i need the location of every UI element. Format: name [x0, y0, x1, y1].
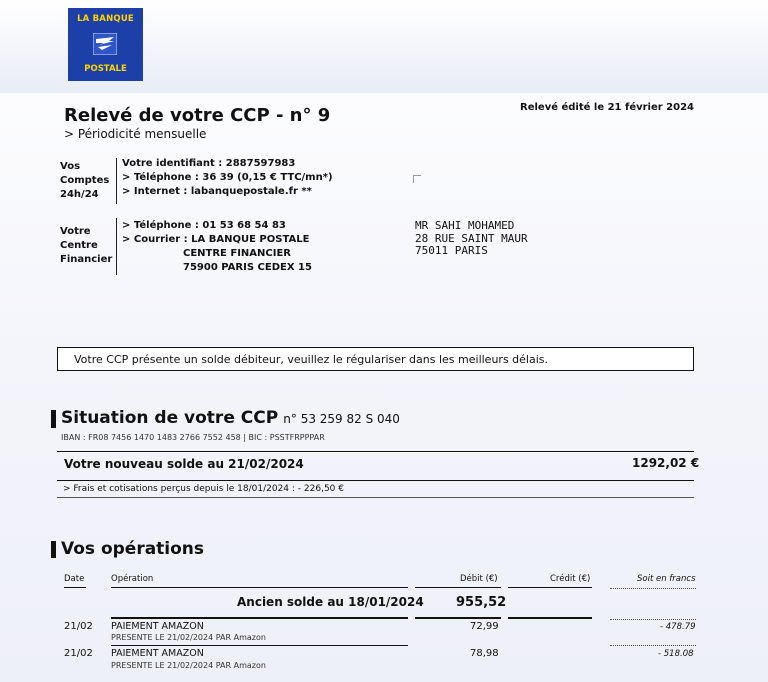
- col-date: Date: [64, 574, 85, 584]
- identifier: Votre identifiant : 2887597983: [122, 158, 296, 169]
- col-francs: Soit en francs: [637, 574, 696, 584]
- fees-line: > Frais et cotisations perçus depuis le 18/01/2024 : - 226,50 €: [63, 484, 344, 494]
- recipient-address: MR SAHI MOHAMED 28 RUE SAINT MAUR 75011 PARIS: [415, 219, 528, 257]
- situation-heading: [61, 408, 400, 428]
- divider: [116, 158, 117, 204]
- row-debit: 72,99: [470, 621, 499, 632]
- row-date: 21/02: [64, 621, 93, 632]
- rule: [508, 617, 592, 619]
- comptes-info: [122, 157, 333, 199]
- old-balance-label: Ancien solde au 18/01/2024: [237, 595, 424, 609]
- rule: [415, 617, 501, 619]
- internet-line: > Internet : labanquepostale.fr **: [122, 186, 312, 197]
- page-title: Relevé de votre CCP - n° 9: [64, 105, 331, 126]
- row-date: 21/02: [64, 648, 93, 659]
- account-number: n° 53 259 82 S 040: [283, 412, 400, 426]
- rule: [111, 645, 408, 646]
- row-label: PAIEMENT AMAZON: [111, 648, 204, 659]
- centre-phone: > Téléphone : 01 53 68 54 83: [122, 220, 286, 231]
- periodicity: > Périodicité mensuelle: [64, 127, 207, 141]
- centre-mail-line2: CENTRE FINANCIER: [183, 248, 291, 259]
- dotted-rule: [610, 619, 696, 620]
- rule: [57, 480, 694, 481]
- rule: [57, 451, 694, 452]
- new-balance-value: 1292,02 €: [632, 456, 700, 470]
- rule: [57, 497, 694, 498]
- dotted-rule: [610, 645, 696, 646]
- rule: [111, 587, 408, 588]
- centre-label: Votre Centre Financier: [60, 226, 113, 265]
- old-balance-value: 955,52: [456, 595, 507, 610]
- operations-title: Vos opérations: [61, 539, 205, 559]
- rule: [111, 617, 408, 619]
- section-marker: [51, 541, 56, 558]
- debit-notice: Votre CCP présente un solde débiteur, veuillez le régulariser dans les meilleurs délais.: [57, 347, 694, 371]
- iban: IBAN : FR08 7456 1470 1483 2766 7552 458 | BIC : PSSTFRPPPAR: [61, 433, 325, 442]
- bird-icon: [93, 33, 117, 55]
- bank-logo: [68, 8, 143, 81]
- centre-info: [122, 219, 312, 275]
- situation-title: Situation de votre CCP: [61, 408, 279, 428]
- comptes-label: Vos Comptes 24h/24: [60, 161, 110, 200]
- phone-line: > Téléphone : 36 39 (0,15 € TTC/mn*): [122, 172, 333, 183]
- col-credit: Crédit (€): [550, 574, 591, 584]
- row-label: PAIEMENT AMAZON: [111, 621, 204, 632]
- section-marker: [51, 410, 56, 428]
- row-francs: - 478.79: [660, 622, 696, 632]
- row-debit: 78,98: [470, 648, 499, 659]
- centre-mail-line3: 75900 PARIS CEDEX 15: [183, 262, 312, 273]
- logo-text-bottom: POSTALE: [84, 64, 127, 74]
- rule: [64, 587, 86, 588]
- row-detail: PRESENTE LE 21/02/2024 PAR Amazon: [111, 661, 266, 670]
- col-operation: Opération: [111, 574, 154, 584]
- rule: [508, 587, 592, 588]
- rule: [415, 587, 501, 588]
- col-debit: Débit (€): [460, 574, 498, 584]
- logo-text-top: LA BANQUE: [77, 14, 134, 24]
- divider: [116, 218, 117, 275]
- new-balance-label: Votre nouveau solde au 21/02/2024: [64, 457, 304, 471]
- edition-date: Relevé édité le 21 février 2024: [520, 102, 695, 113]
- dotted-rule: [610, 588, 696, 589]
- row-francs: - 518.08: [658, 649, 694, 659]
- window-corner-mark: [413, 175, 421, 183]
- centre-mail: > Courrier : LA BANQUE POSTALE: [122, 234, 310, 245]
- row-detail: PRESENTE LE 21/02/2024 PAR Amazon: [111, 633, 266, 642]
